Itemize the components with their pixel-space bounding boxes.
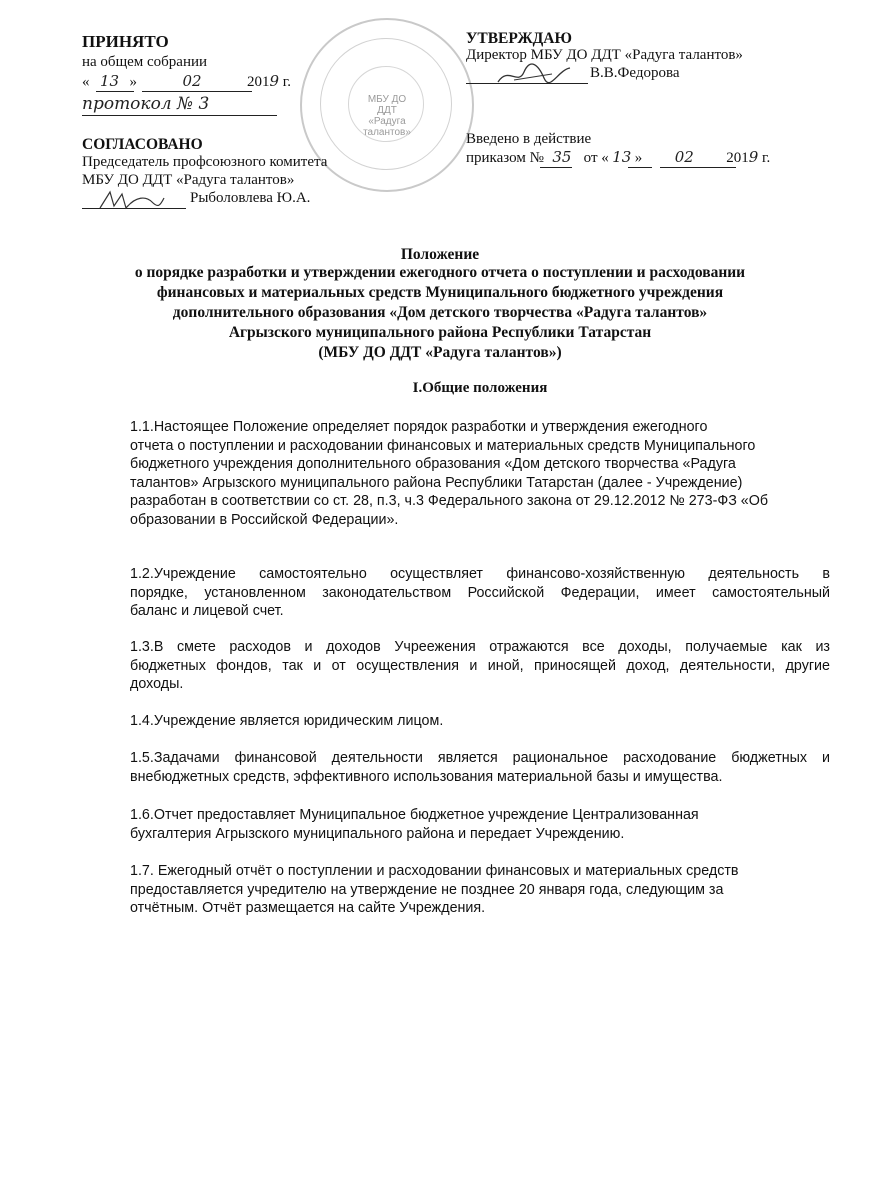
prinyato-day-line bbox=[96, 91, 134, 92]
prinyato-line1: на общем собрании bbox=[82, 54, 208, 70]
order-number-line bbox=[540, 167, 572, 168]
soglasovano-line2: МБУ ДО ДДТ «Радуга талантов» bbox=[82, 172, 295, 188]
section-heading: I.Общие положения bbox=[412, 380, 548, 396]
doc-title-line6: (МБУ ДО ДДТ «Радуга талантов») bbox=[318, 344, 562, 361]
doc-title-line3: финансовых и материальных средств Муниципального бюджетного учреждения bbox=[156, 284, 724, 301]
prinyato-date: « 13 » 02 2019 г. bbox=[82, 72, 292, 90]
order-day-line bbox=[628, 167, 652, 168]
paragraph-1-7: 1.7. Ежегодный отчёт о поступлении и расходовании финансовых и материальных средств предоставляется учредителю на утверждение не позднее 20 января года, следующим за отчётным. Отчёт размещается на сайте Учреждения. bbox=[130, 863, 739, 916]
paragraph-1-4: 1.4.Учреждение является юридическим лицом. bbox=[130, 713, 444, 729]
paragraph-1-2: 1.2.Учреждение самостоятельно осуществляет финансово-хозяйственную деятельность в порядке, установленном законодательством Российской Федерации, имеет самостоятельный баланс и лицевой счет. bbox=[130, 566, 830, 619]
doc-title-line2: о порядке разработки и утверждении ежегодного отчета о поступлении и расходовании bbox=[134, 264, 746, 281]
utverzhdayu-order: приказом № 35 от « 13 » 02 2019 г. bbox=[466, 148, 771, 166]
prinyato-protocol: протокол № 3 bbox=[82, 94, 210, 114]
soglasovano-line1: Председатель профсоюзного комитета bbox=[82, 154, 328, 170]
doc-title-line5: Агрызского муниципального района Республики Татарстан bbox=[228, 324, 652, 341]
stamp-center-text: МБУ ДО ДДТ «Радуга талантов» bbox=[363, 94, 411, 138]
utverzhdayu-title: УТВЕРЖДАЮ bbox=[466, 30, 572, 47]
utverzhdayu-line1: Директор МБУ ДО ДДТ «Радуга талантов» bbox=[466, 47, 743, 63]
paragraph-1-6: 1.6.Отчет предоставляет Муниципальное бюджетное учреждение Централизованная бухгалтерия Агрызского муниципального района и передает Учреждению. bbox=[130, 807, 699, 842]
paragraph-1-3: 1.3.В смете расходов и доходов Учреежения отражаются все доходы, получаемые как из бюджетных фондов, так и от осуществления и иной, приносящей доход, деятельности, другие доходы. bbox=[130, 639, 830, 692]
prinyato-protocol-line bbox=[82, 115, 277, 116]
soglasovano-signer: Рыболовлева Ю.А. bbox=[190, 190, 311, 206]
order-month-line bbox=[660, 167, 736, 168]
director-signature bbox=[494, 60, 574, 90]
prinyato-month-line bbox=[142, 91, 252, 92]
paragraph-1-5: 1.5.Задачами финансовой деятельности является рациональное расходование бюджетных и внебюджетных средств, эффективного использования материальной базы и имущества. bbox=[130, 750, 830, 785]
prinyato-title: ПРИНЯТО bbox=[82, 32, 169, 51]
utverzhdayu-signer: В.В.Федорова bbox=[590, 65, 680, 81]
doc-title-line4: дополнительного образования «Дом детского творчества «Радуга талантов» bbox=[172, 304, 708, 321]
chairman-signature bbox=[96, 186, 166, 214]
paragraph-1-1: 1.1.Настоящее Положение определяет порядок разработки и утверждения ежегодного отчета о поступлении и расходовании финансовых и материальных средств Муниципального бюджетного учреждения дополнительного образования «Дом детского творчества «Радуга талантов» Агрызского муниципального района Республики Татарстан (далее - Учреждение) разработан в соответствии со ст. 28, п.3, ч.3 Федерального закона от 29.12.2012 № 273-ФЗ «Об образовании в Российской Федерации». bbox=[130, 419, 769, 528]
soglasovano-title: СОГЛАСОВАНО bbox=[82, 136, 203, 153]
utverzhdayu-intro: Введено в действие bbox=[466, 131, 592, 147]
doc-title-line1: Положение bbox=[400, 246, 480, 263]
